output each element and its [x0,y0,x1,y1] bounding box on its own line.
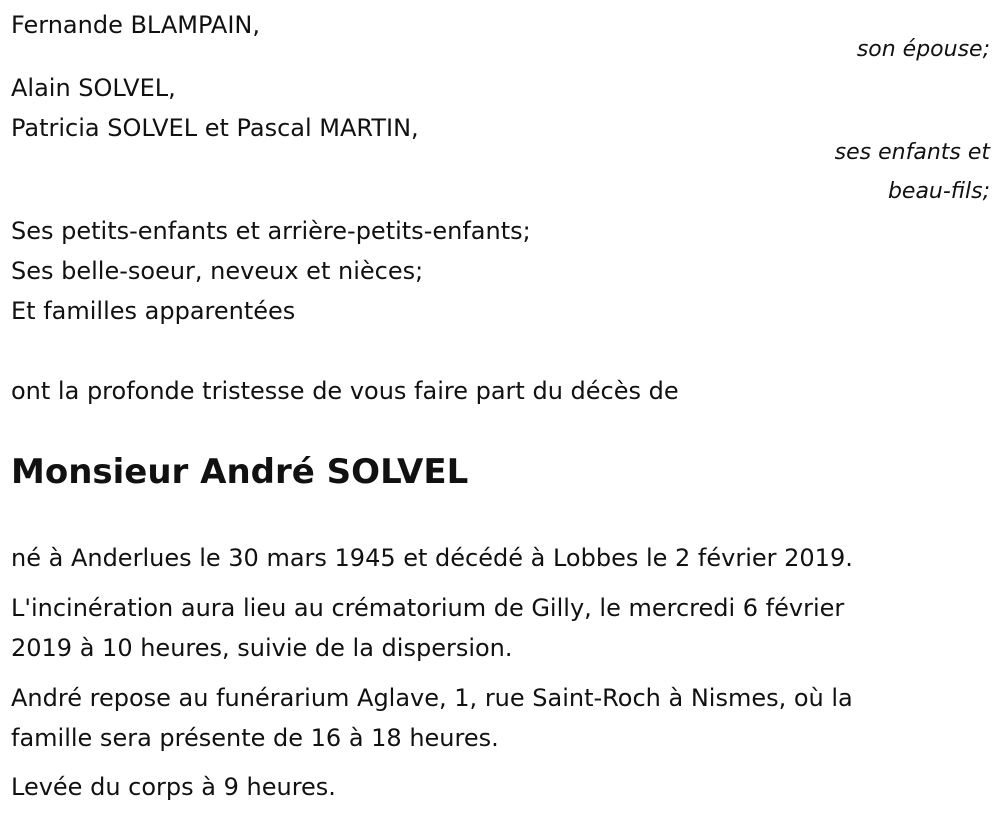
children-role-line2: beau-fils; [887,179,990,204]
lifting-line: Levée du corps à 9 heures. [11,773,336,801]
in-laws-line: Ses belle-soeur, neveux et nièces; [11,257,424,285]
grandchildren-line: Ses petits-enfants et arrière-petits-enfants; [11,217,531,245]
cremation-line-1: L'incinération aura lieu au crématorium de Gilly, le mercredi 6 février [11,594,845,622]
child-name-2: Patricia SOLVEL et Pascal MARTIN, [11,114,419,142]
deceased-name: Monsieur André SOLVEL [11,452,469,492]
cremation-line-2: 2019 à 10 heures, suivie de la dispersion. [11,634,513,662]
children-role-line1: ses enfants et [834,140,990,165]
spouse-role: son épouse; [856,37,990,62]
rest-line-1: André repose au funérarium Aglave, 1, rue Saint-Roch à Nismes, où la [11,684,853,712]
announcement-line: ont la profonde tristesse de vous faire part du décès de [11,377,679,405]
child-name-1: Alain SOLVEL, [11,74,176,102]
spouse-name: Fernande BLAMPAIN, [11,11,260,39]
relatives-line: Et familles apparentées [11,297,296,325]
rest-line-2: famille sera présente de 16 à 18 heures. [11,724,499,752]
birth-death-line: né à Anderlues le 30 mars 1945 et décédé à Lobbes le 2 février 2019. [11,544,853,572]
